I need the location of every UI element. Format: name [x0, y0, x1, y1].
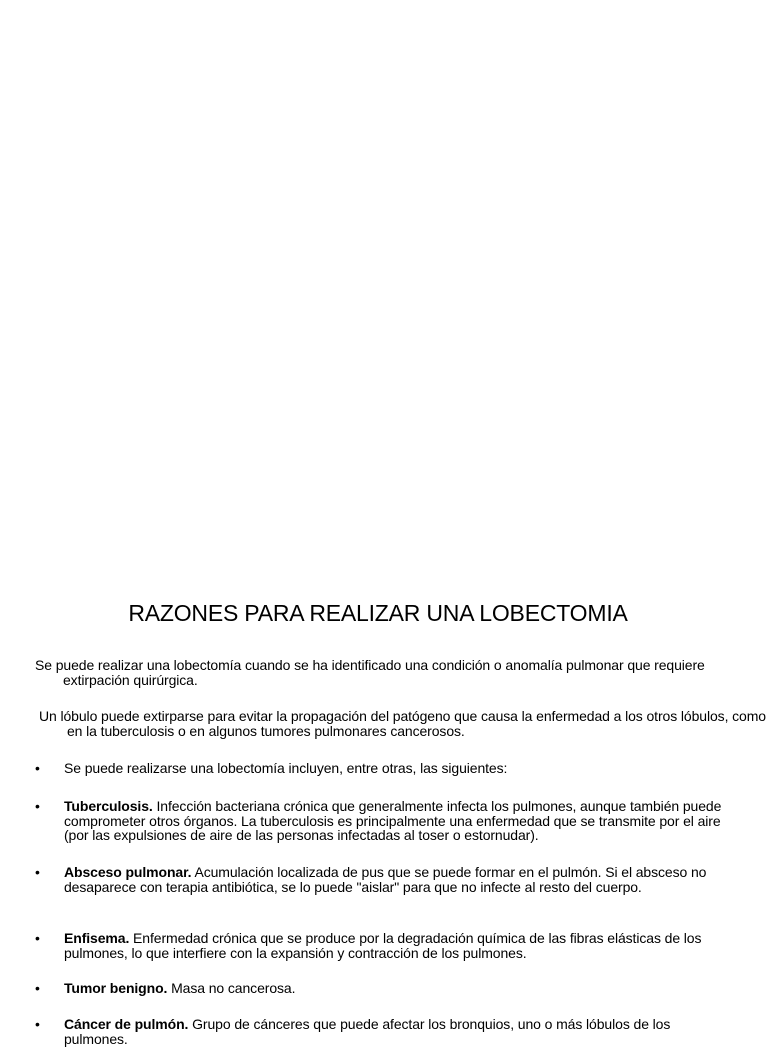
list-item-text	[64, 799, 736, 843]
list-item-text: Se puede realizarse una lobectomía incluyen, entre otras, las siguientes:	[64, 760, 508, 776]
condition-description: Enfermedad crónica que se produce por la degradación química de las fibras elásticas de los pulmones, lo que interfiere con la expansión y contracción de los pulmones.	[64, 930, 702, 961]
bullet-icon: •	[35, 930, 40, 946]
bullet-icon: •	[35, 980, 40, 996]
document-title: RAZONES PARA REALIZAR UNA LOBECTOMIA	[128, 600, 628, 626]
condition-term: Cáncer de pulmón.	[64, 1016, 189, 1032]
condition-term: Enfisema.	[64, 930, 130, 946]
list-item-text	[64, 931, 736, 960]
condition-term: Absceso pulmonar.	[64, 864, 192, 880]
condition-term: Tumor benigno.	[64, 980, 168, 996]
intro-paragraph: Un lóbulo puede extirparse para evitar la propagación del patógeno que causa la enfermedad a los otros lóbulos, como en la tuberculosis o en algunos tumores pulmonares cancerosos.	[39, 708, 766, 739]
bullet-icon: •	[35, 798, 40, 814]
condition-description: Masa no cancerosa.	[167, 980, 296, 996]
list-item-text	[64, 865, 736, 894]
bullet-icon: •	[35, 760, 40, 776]
condition-description: Grupo de cánceres que puede afectar los bronquios, uno o más lóbulos de los pulmones.	[64, 1016, 671, 1047]
condition-description: Acumulación localizada de pus que se puede formar en el pulmón. Si el absceso no desaparece con terapia antibiótica, se lo puede "aislar" para que no infecte al resto del cuerpo.	[64, 864, 707, 895]
bullet-icon: •	[35, 864, 40, 880]
condition-description: Infección bacteriana crónica que generalmente infecta los pulmones, aunque también puede comprometer otros órganos. La tuberculosis es principalmente una enfermedad que se transmite por el aire (por las expulsiones de aire de las personas infectadas al toser o estornudar).	[64, 798, 722, 843]
list-item-text	[64, 981, 736, 996]
list-item-text	[64, 1017, 736, 1046]
condition-term: Tuberculosis.	[64, 798, 153, 814]
intro-paragraph: Se puede realizar una lobectomía cuando se ha identificado una condición o anomalía pulmonar que requiere extirpación quirúrgica.	[35, 657, 705, 688]
bullet-icon: •	[35, 1016, 40, 1032]
